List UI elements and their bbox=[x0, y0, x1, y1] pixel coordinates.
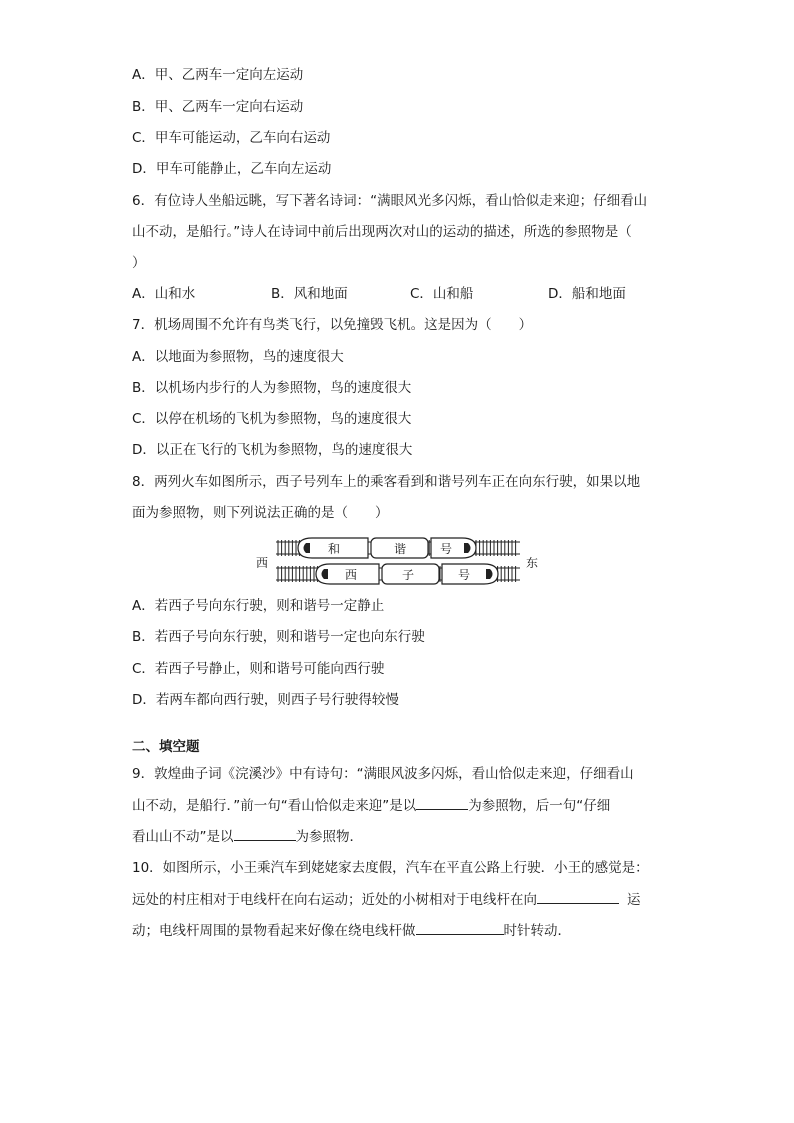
section-heading-fill-in: 二、填空题 bbox=[132, 739, 200, 755]
hexie-train bbox=[298, 538, 476, 558]
q8-option-a: A．若西子号向东行驶，则和谐号一定静止 bbox=[132, 598, 385, 614]
q7-stem: 7．机场周围不允许有鸟类飞行，以免撞毁飞机。这是因为（ ） bbox=[132, 317, 533, 333]
q8-stem-line2: 面为参照物，则下列说法正确的是（ ） bbox=[132, 505, 389, 521]
hexie-car-1-label: 和 bbox=[328, 542, 341, 556]
q9-line2-text: 山不动，是船行．”前一句“看山恰似走来迎”是以 bbox=[132, 798, 417, 814]
q5-option-c: C．甲车可能运动，乙车向右运动 bbox=[132, 130, 331, 146]
q10-stem-line1: 10．如图所示，小王乘汽车到姥姥家去度假，汽车在平直公路上行驶．小王的感觉是： bbox=[132, 860, 649, 876]
q6-stem-line2: 山不动，是船行。”诗人在诗词中前后出现两次对山的运动的描述，所选的参照物是（ bbox=[132, 224, 632, 240]
q6-option-a: A．山和水 bbox=[132, 286, 196, 302]
q10-blank-1[interactable] bbox=[537, 889, 619, 904]
q9-line3-tail: 为参照物． bbox=[295, 829, 363, 845]
hexie-car-2-label: 谐 bbox=[394, 542, 407, 556]
q7-option-c: C．以停在机场的飞机为参照物，鸟的速度很大 bbox=[132, 411, 412, 427]
q9-line2-tail: 为参照物，后一句“仔细 bbox=[468, 798, 611, 814]
q6-option-d: D．船和地面 bbox=[548, 286, 626, 302]
xizi-train bbox=[316, 564, 498, 584]
q5-option-b: B．甲、乙两车一定向右运动 bbox=[132, 99, 304, 115]
q10-stem-line3 bbox=[132, 920, 571, 941]
q9-stem-line2 bbox=[132, 795, 610, 816]
west-label bbox=[256, 556, 268, 570]
q10-blank-2[interactable] bbox=[416, 920, 504, 935]
q5-option-d: D．甲车可能静止，乙车向左运动 bbox=[132, 161, 332, 177]
q10-line2-text: 远处的村庄相对于电线杆在向右运动；近处的小树相对于电线杆在向 bbox=[132, 892, 537, 908]
svg-text:东: 东 bbox=[526, 556, 539, 570]
xizi-car-2-label: 子 bbox=[402, 568, 415, 582]
q6-stem-line1: 6．有位诗人坐船远眺，写下著名诗词：“满眼风光多闪烁，看山恰似走来迎；仔细看山 bbox=[132, 193, 648, 209]
svg-text:西: 西 bbox=[256, 556, 269, 570]
q10-line3-text: 动；电线杆周围的景物看起来好像在绕电线杆做 bbox=[132, 923, 416, 939]
xizi-car-1-label: 西 bbox=[345, 568, 358, 582]
q6-option-c: C．山和船 bbox=[410, 286, 474, 302]
q9-blank-1[interactable] bbox=[416, 795, 468, 810]
q10-stem-line2 bbox=[132, 889, 641, 910]
q7-option-a: A．以地面为参照物，鸟的速度很大 bbox=[132, 349, 344, 365]
q5-option-a: A．甲、乙两车一定向左运动 bbox=[132, 67, 304, 83]
q10-line2-tail: 运 bbox=[627, 892, 641, 908]
q7-option-d: D．以正在飞行的飞机为参照物，鸟的速度很大 bbox=[132, 442, 413, 458]
q9-stem-line1: 9．敦煌曲子词《浣溪沙》中有诗句：“满眼风波多闪烁，看山恰似走来迎，仔细看山 bbox=[132, 766, 634, 782]
q10-line3-tail: 时针转动． bbox=[503, 923, 571, 939]
q8-option-b: B．若西子号向东行驶，则和谐号一定也向东行驶 bbox=[132, 629, 425, 645]
q8-option-d: D．若两车都向西行驶，则西子号行驶得较慢 bbox=[132, 692, 399, 708]
q9-line3-text: 看山山不动”是以 bbox=[132, 829, 234, 845]
q8-stem-line1: 8．两列火车如图所示，西子号列车上的乘客看到和谐号列车正在向东行驶，如果以地 bbox=[132, 474, 641, 490]
q6-stem-line3: ） bbox=[132, 255, 146, 271]
q8-option-c: C．若西子号静止，则和谐号可能向西行驶 bbox=[132, 661, 385, 677]
hexie-car-3-label: 号 bbox=[440, 542, 453, 556]
q9-stem-line3 bbox=[132, 826, 363, 847]
east-label bbox=[526, 556, 538, 570]
two-trains-figure bbox=[250, 533, 550, 585]
q6-option-b: B．风和地面 bbox=[271, 286, 348, 302]
xizi-car-3-label: 号 bbox=[458, 568, 471, 582]
q9-blank-2[interactable] bbox=[234, 826, 296, 841]
q7-option-b: B．以机场内步行的人为参照物，鸟的速度很大 bbox=[132, 380, 412, 396]
